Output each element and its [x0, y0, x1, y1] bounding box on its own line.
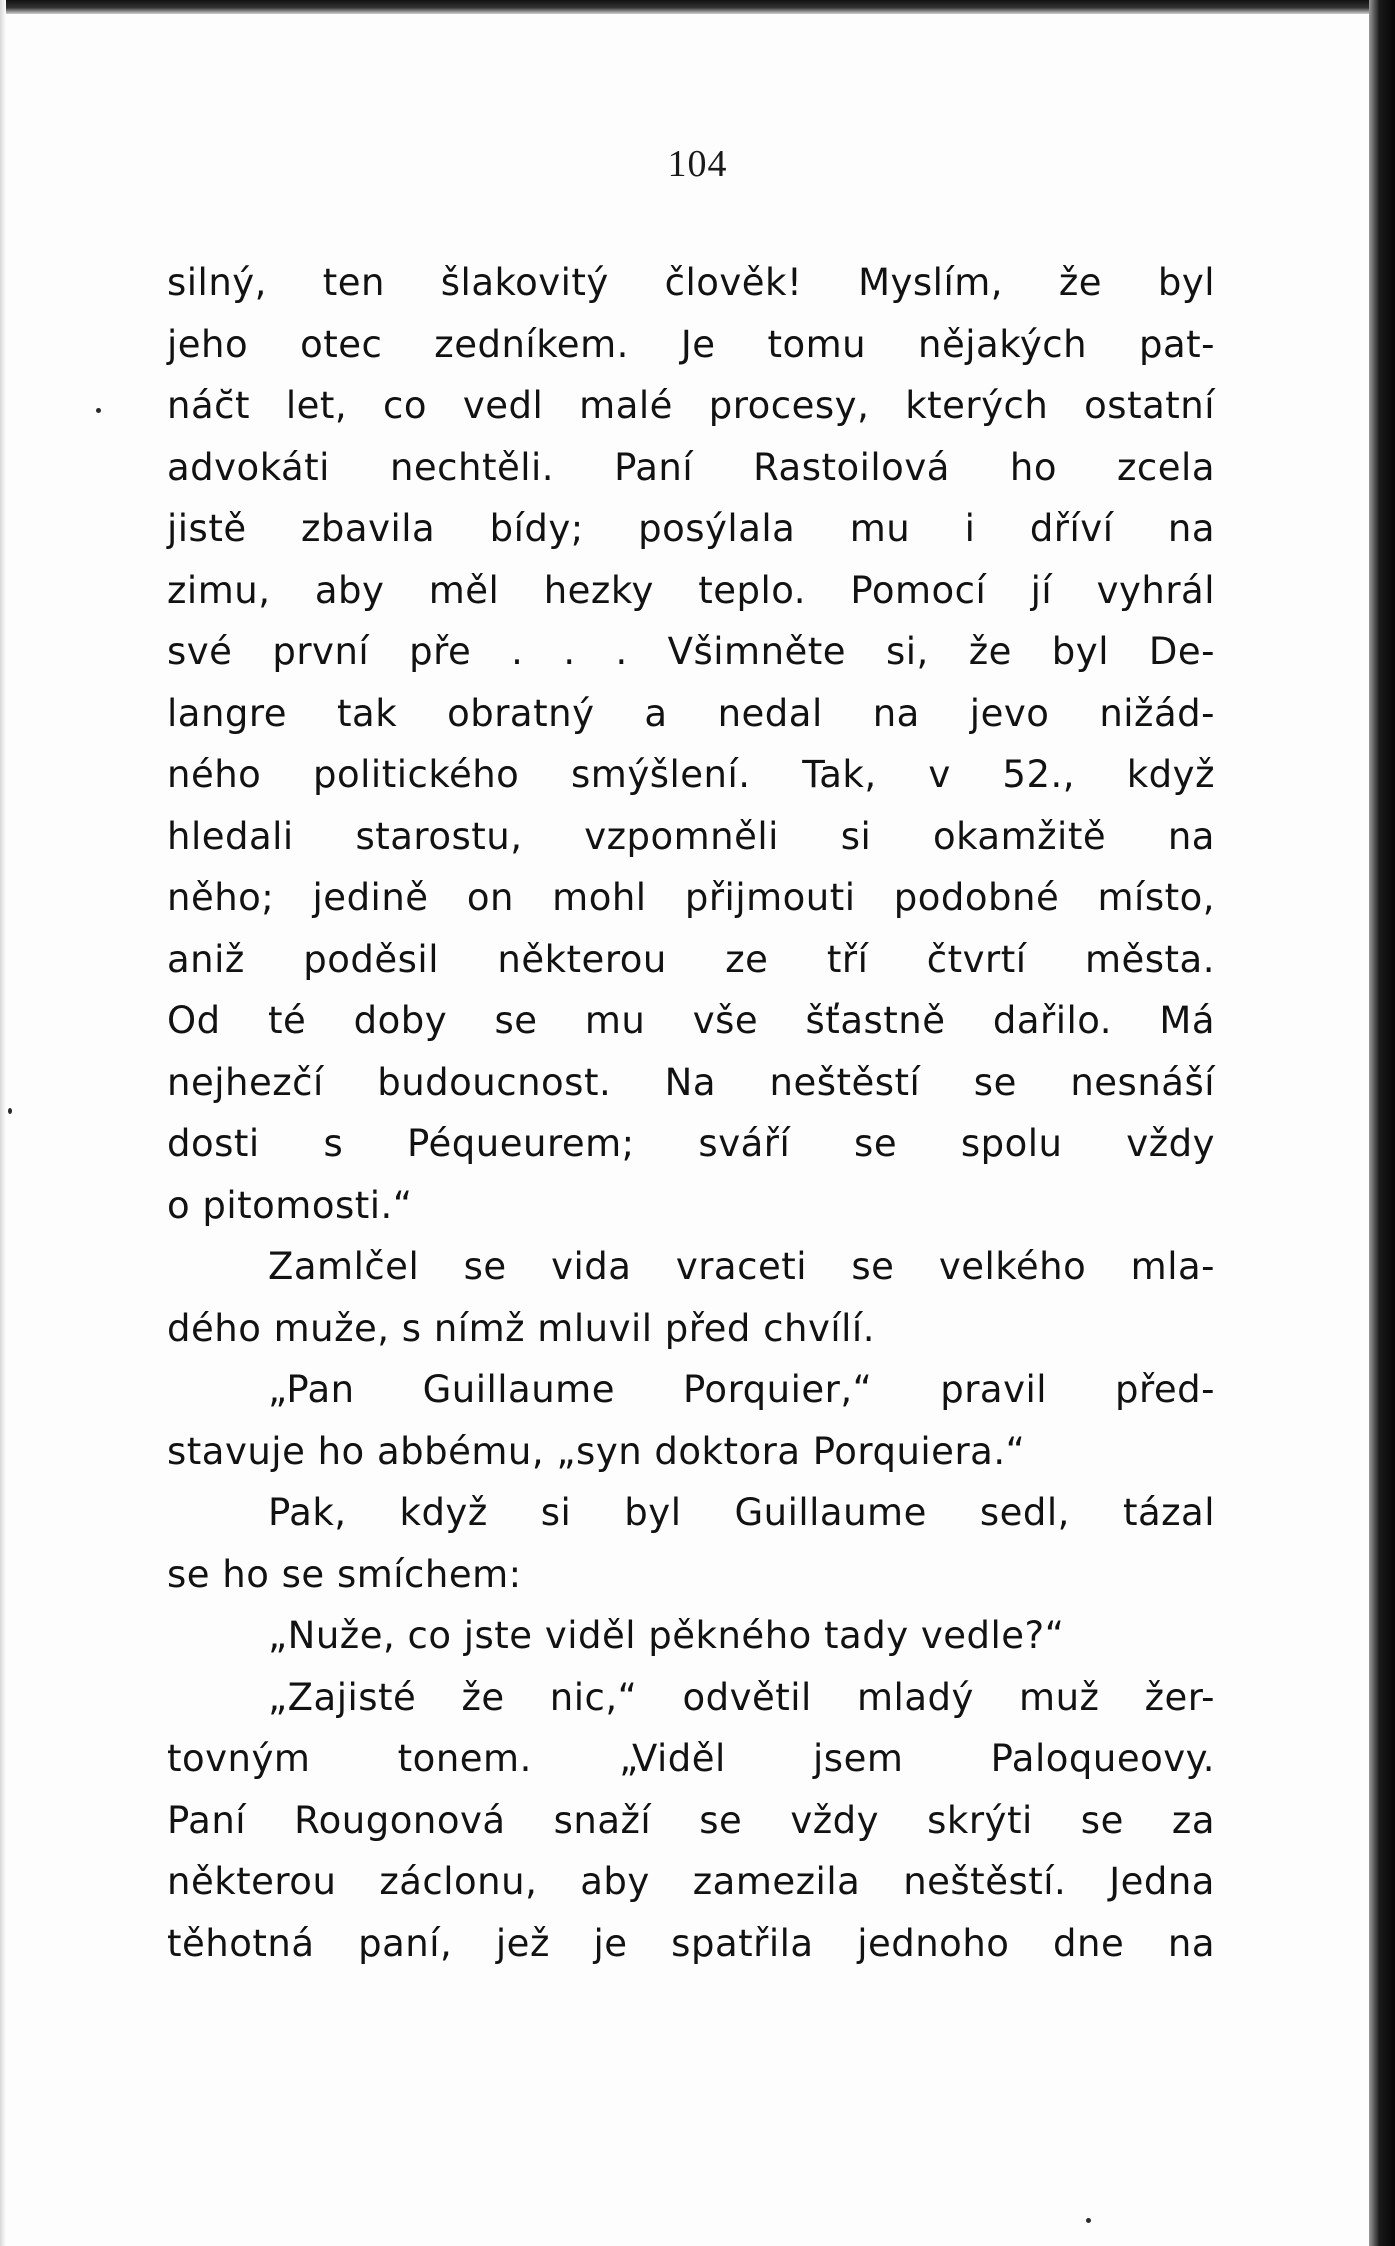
text-line: advokáti nechtěli. Paní Rastoilová ho zcela	[167, 445, 1215, 489]
scan-speck	[8, 1108, 12, 1114]
text-line: dého muže, s nímž mluvil před chvílí.	[167, 1306, 875, 1350]
text-line: aniž poděsil některou ze tří čtvrtí města.	[167, 937, 1215, 981]
scan-speck	[1086, 2218, 1091, 2223]
page-number: 104	[667, 143, 728, 185]
body-text	[167, 252, 1215, 1974]
text-line: těhotná paní, jež je spatřila jednoho dne na	[167, 1921, 1215, 1965]
scan-border-right	[1369, 0, 1395, 2246]
scan-border-top	[0, 0, 1395, 14]
text-line: silný, ten šlakovitý člověk! Myslím, že byl	[167, 261, 1215, 304]
text-line: Pak, když si byl Guillaume sedl, tázal	[268, 1491, 1215, 1534]
scan-speck	[96, 408, 101, 413]
text-line: jeho otec zedníkem. Je tomu nějakých pat-	[167, 322, 1215, 366]
text-line: nejhezčí budoucnost. Na neštěstí se nesnáší	[167, 1060, 1215, 1104]
text-line: Od té doby se mu vše šťastně dařilo. Má	[167, 999, 1215, 1042]
text-line: zimu, aby měl hezky teplo. Pomocí jí vyhrál	[167, 568, 1215, 612]
text-line: se ho se smíchem:	[167, 1552, 522, 1596]
text-line: stavuje ho abbému, „syn doktora Porquiera.“	[167, 1429, 1026, 1473]
text-line: „Nuže, co jste viděl pěkného tady vedle?“	[268, 1614, 1065, 1657]
text-line: některou záclonu, aby zamezila neštěstí. Jedna	[167, 1860, 1215, 1903]
text-line: langre tak obratný a nedal na jevo nižád-	[167, 691, 1215, 735]
text-line: „Zajisté že nic,“ odvětil mladý muž žer-	[268, 1675, 1215, 1719]
text-line: Zamlčel se vida vraceti se velkého mla-	[268, 1245, 1215, 1288]
text-line: Paní Rougonová snaží se vždy skrýti se za	[167, 1798, 1215, 1842]
text-line: své první pře . . . Všimněte si, že byl De-	[167, 630, 1215, 673]
text-line: nác̆t let, co vedl malé procesy, kterých ostatní	[167, 384, 1215, 427]
text-line: dosti s Péqueurem; sváří se spolu vždy	[167, 1122, 1215, 1165]
text-line: hledali starostu, vzpomněli si okamžitě na	[167, 814, 1215, 858]
text-line: „Pan Guillaume Porquier,“ pravil před-	[268, 1368, 1215, 1411]
text-line: něho; jedině on mohl přijmouti podobné místo,	[167, 876, 1215, 919]
scan-border-left	[0, 0, 6, 2246]
text-line: o pitomosti.“	[167, 1183, 413, 1227]
text-line: jistě zbavila bídy; posýlala mu i dříví na	[167, 507, 1215, 550]
text-line: ného politického smýšlení. Tak, v 52., když	[167, 753, 1215, 796]
text-line: tovným tonem. „Viděl jsem Paloqueovy.	[167, 1737, 1215, 1780]
